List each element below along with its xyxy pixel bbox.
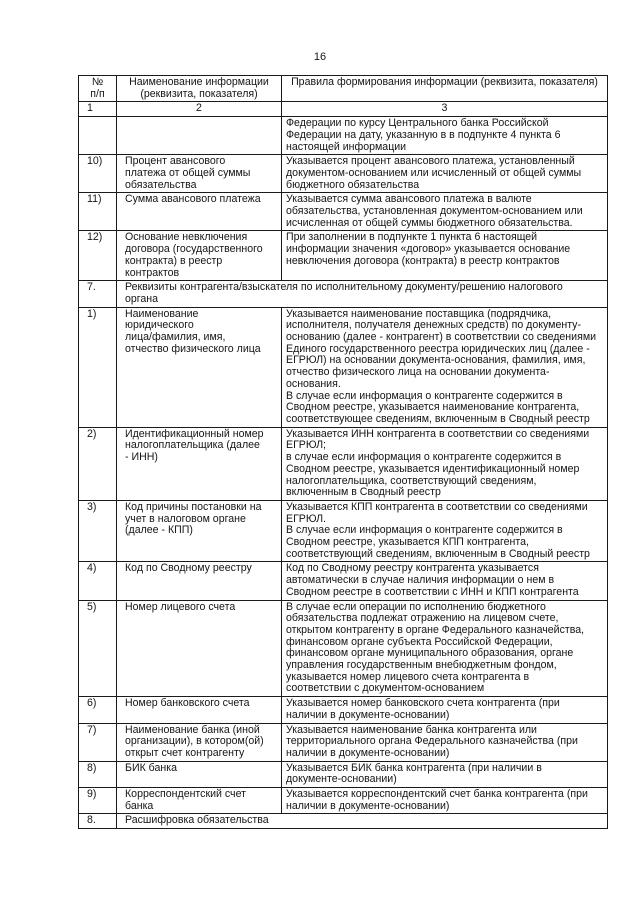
row-number: 11) bbox=[79, 193, 117, 231]
rules-cell bbox=[282, 500, 608, 562]
rules-line: Указывается КПП контрагента в соответствии со сведениями bbox=[286, 500, 588, 513]
rules-line: ЕГРЮЛ. bbox=[286, 512, 326, 525]
table-row bbox=[79, 723, 608, 761]
info-name-cell bbox=[117, 307, 282, 427]
table-row bbox=[79, 788, 608, 814]
row-number: 4) bbox=[79, 562, 117, 600]
row-number: 9) bbox=[79, 788, 117, 814]
row-number: 5) bbox=[79, 600, 117, 697]
table-row bbox=[79, 193, 608, 231]
rules-line: налогоплательщика, соответствующий сведениям, bbox=[286, 474, 537, 487]
info-name-line: обязательства bbox=[125, 178, 197, 191]
rules-line: информации значения «договор» указывается основание bbox=[286, 243, 571, 256]
info-name-line: отчество физического лица bbox=[125, 342, 261, 355]
rules-line: соответствующее сведениям, включенным в Сводный реестр bbox=[286, 412, 590, 425]
rules-cell bbox=[282, 193, 608, 231]
table-row bbox=[79, 427, 608, 500]
rules-line: Указывается наименование поставщика (подрядчика, bbox=[286, 307, 552, 320]
info-name-line: Процент авансового bbox=[125, 155, 226, 168]
table-row bbox=[79, 307, 608, 427]
rules-line: указывается номер лицевого счета контрагента в bbox=[286, 670, 530, 683]
rules-line: отчество физического лица на основании документа- bbox=[286, 366, 550, 379]
rules-line: Федерации на дату, указанную в в подпункте 4 пункта 6 bbox=[286, 128, 561, 141]
info-name-line: Идентификационный номер bbox=[125, 427, 264, 440]
table-row bbox=[79, 761, 608, 787]
info-name-line: Наименование bbox=[125, 307, 199, 320]
table-row bbox=[79, 562, 608, 600]
info-name-line: Код причины постановки на bbox=[125, 500, 262, 513]
row-number: 12) bbox=[79, 231, 117, 281]
rules-line: территориального органа Федерального казначейства (при bbox=[286, 735, 578, 748]
rules-line: основания. bbox=[286, 377, 341, 390]
rules-line: В случае если информация о контрагенте содержится в bbox=[286, 389, 563, 402]
header-name-cell bbox=[117, 76, 282, 102]
info-name-line: (далее - КПП) bbox=[125, 524, 193, 537]
info-name-cell bbox=[117, 155, 282, 193]
column-index-1: 1 bbox=[79, 102, 117, 117]
rules-line: Единого государственного реестра юридических лиц (далее - bbox=[286, 342, 590, 355]
rules-line: Указывается наименование банка контрагента или bbox=[286, 723, 537, 736]
rules-line: основанию (далее - контрагент) в соответствии со сведениями bbox=[286, 331, 597, 344]
rules-cell bbox=[282, 427, 608, 500]
rules-line: наличии в документе-основании) bbox=[286, 708, 450, 721]
page-number: 16 bbox=[313, 51, 327, 63]
info-name-line: учет в налоговом органе bbox=[125, 512, 246, 525]
rules-line: Сводном реестре, указывается наименование контрагента, bbox=[286, 401, 580, 414]
header-rules-cell bbox=[282, 76, 608, 102]
rules-line: Указывается ИНН контрагента в соответствии со сведениями bbox=[286, 427, 590, 440]
rules-line: соответствии с документом-основанием bbox=[286, 682, 485, 695]
info-name-line: Номер лицевого счета bbox=[125, 600, 236, 613]
info-name-cell bbox=[117, 193, 282, 231]
rules-line: исполнителя, получателя денежных средств) по документу- bbox=[286, 319, 581, 332]
row-number: 10) bbox=[79, 155, 117, 193]
info-name-line: Корреспондентский счет bbox=[125, 788, 246, 801]
rules-line: Сводном реестре в соответствии с ИНН и КПП контрагента bbox=[286, 585, 579, 598]
rules-line: документом-основанием или исчисленный от общей суммы bbox=[286, 166, 582, 179]
rules-line: ЕГРЮЛ; bbox=[286, 439, 326, 452]
section-title bbox=[117, 281, 608, 307]
row-number bbox=[79, 117, 117, 155]
section-title-line: Реквизиты контрагента/взыскателя по исполнительному документу/решению налогового bbox=[125, 281, 563, 294]
requisites-table bbox=[78, 75, 608, 829]
rules-line: Федерации по курсу Центрального банка Российской bbox=[286, 117, 549, 130]
rules-line: автоматически в случае наличия информации о нем в bbox=[286, 574, 555, 587]
section-row bbox=[79, 814, 608, 829]
header-name-line: (реквизита, показателя) bbox=[140, 87, 258, 100]
rules-line: Сводном реестре, указывается КПП контрагента, bbox=[286, 536, 529, 549]
table-row bbox=[79, 697, 608, 723]
rules-line: Указывается процент авансового платежа, установленный bbox=[286, 155, 575, 168]
column-index-2: 2 bbox=[117, 102, 282, 117]
row-number: 2) bbox=[79, 427, 117, 500]
rules-cell bbox=[282, 155, 608, 193]
info-name-line: открыт счет контрагенту bbox=[125, 746, 245, 759]
rules-cell bbox=[282, 600, 608, 697]
rules-cell bbox=[282, 562, 608, 600]
section-title bbox=[117, 814, 608, 829]
rules-cell bbox=[282, 231, 608, 281]
info-name-line: Наименование банка (иной bbox=[125, 723, 260, 736]
rules-cell bbox=[282, 761, 608, 787]
info-name-line: налогоплательщика (далее bbox=[125, 439, 260, 452]
table-row bbox=[79, 117, 608, 155]
rules-line: наличии в документе-основании) bbox=[286, 799, 450, 812]
info-name-cell bbox=[117, 562, 282, 600]
rules-line: В случае если операции по исполнению бюджетного bbox=[286, 600, 546, 613]
info-name-line: - ИНН) bbox=[125, 451, 158, 464]
column-index-3: 3 bbox=[282, 102, 608, 117]
info-name-line: Код по Сводному реестру bbox=[125, 562, 252, 575]
row-number: 1) bbox=[79, 307, 117, 427]
rules-line: настоящей информации bbox=[286, 140, 407, 153]
info-name-cell bbox=[117, 723, 282, 761]
section-title-line: Расшифровка обязательства bbox=[125, 814, 269, 827]
header-number-line: п/п bbox=[90, 87, 105, 100]
info-name-line: контрактов bbox=[125, 266, 180, 279]
rules-line: обязательства подлежат отражению на лицевом счете, bbox=[286, 612, 559, 625]
row-number: 7. bbox=[79, 281, 117, 307]
column-index-row bbox=[79, 102, 608, 117]
info-name-line: юридического bbox=[125, 319, 194, 332]
row-number: 3) bbox=[79, 500, 117, 562]
rules-line: в случае если информация о контрагенте содержится в bbox=[286, 451, 562, 464]
info-name-line: организации), в котором(ой) bbox=[125, 735, 264, 748]
info-name-line: банка bbox=[125, 799, 154, 812]
row-number: 8. bbox=[79, 814, 117, 829]
info-name-cell bbox=[117, 761, 282, 787]
info-name-cell bbox=[117, 788, 282, 814]
rules-line: В случае если информация о контрагенте содержится в bbox=[286, 524, 563, 537]
rules-line: включенным в Сводный реестр bbox=[286, 486, 441, 499]
info-name-line: БИК банка bbox=[125, 761, 178, 774]
rules-line: Сводном реестре, указывается идентификационный номер bbox=[286, 462, 580, 475]
rules-line: ЕГРЮЛ) на основании документа-основания, фамилия, имя, bbox=[286, 354, 586, 367]
table-row bbox=[79, 500, 608, 562]
info-name-line: договора (государственного bbox=[125, 243, 263, 256]
rules-line: Указывается корреспондентский счет банка контрагента (при bbox=[286, 788, 588, 801]
rules-line: бюджетного обязательства bbox=[286, 178, 420, 191]
rules-line: наличии в документе-основании) bbox=[286, 746, 450, 759]
rules-line: документе-основании) bbox=[286, 773, 397, 786]
rules-line: управления государственным внебюджетным фондом, bbox=[286, 659, 557, 672]
info-name-line: лица/фамилия, имя, bbox=[125, 331, 226, 344]
header-name-line: Наименование информации bbox=[129, 76, 269, 88]
rules-line: соответствующий сведениям, включенным в Сводный реестр bbox=[286, 547, 590, 560]
table-row bbox=[79, 600, 608, 697]
rules-cell bbox=[282, 788, 608, 814]
info-name-cell bbox=[117, 231, 282, 281]
info-name-cell bbox=[117, 500, 282, 562]
info-name-cell bbox=[117, 117, 282, 155]
table-header bbox=[79, 76, 608, 117]
info-name-cell bbox=[117, 697, 282, 723]
row-number: 8) bbox=[79, 761, 117, 787]
rules-line: Указывается БИК банка контрагента (при наличии в bbox=[286, 761, 542, 774]
rules-cell bbox=[282, 723, 608, 761]
rules-line: Указывается сумма авансового платежа в валюте bbox=[286, 193, 532, 206]
rules-line: финансовом органе субъекта Российской Федерации, bbox=[286, 635, 553, 648]
rules-line: финансовом органе муниципального образования, органе bbox=[286, 647, 574, 660]
info-name-line: контракта) в реестр bbox=[125, 254, 223, 267]
info-name-cell bbox=[117, 600, 282, 697]
info-name-line: Основание невключения bbox=[125, 231, 248, 244]
rules-line: При заполнении в подпункте 1 пункта 6 настоящей bbox=[286, 231, 538, 244]
header-row bbox=[79, 76, 608, 102]
section-row bbox=[79, 281, 608, 307]
table-body bbox=[79, 117, 608, 829]
rules-line: обязательства, установленная документом-основанием или bbox=[286, 205, 583, 218]
info-name-cell bbox=[117, 427, 282, 500]
rules-cell bbox=[282, 697, 608, 723]
rules-line: исчисленная от общей суммы бюджетного обязательства. bbox=[286, 216, 573, 229]
info-name-line: платежа от общей суммы bbox=[125, 166, 251, 179]
header-number-line: № bbox=[91, 76, 104, 88]
rules-line: Код по Сводному реестру контрагента указывается bbox=[286, 562, 539, 575]
header-number-cell bbox=[79, 76, 117, 102]
rules-line: невключения договора (контракта) в реестр контрактов bbox=[286, 254, 560, 267]
rules-line: Указывается номер банковского счета контрагента (при bbox=[286, 697, 560, 710]
header-rules-line: Правила формирования информации (реквизита, показателя) bbox=[291, 76, 598, 88]
table-row bbox=[79, 155, 608, 193]
rules-cell bbox=[282, 117, 608, 155]
row-number: 6) bbox=[79, 697, 117, 723]
section-title-line: органа bbox=[125, 292, 159, 305]
info-name-line: Сумма авансового платежа bbox=[125, 193, 261, 206]
info-name-line: Номер банковского счета bbox=[125, 697, 250, 710]
table-row bbox=[79, 231, 608, 281]
rules-cell bbox=[282, 307, 608, 427]
row-number: 7) bbox=[79, 723, 117, 761]
rules-line: открытом контрагенту в органе Федерального казначейства, bbox=[286, 623, 585, 636]
